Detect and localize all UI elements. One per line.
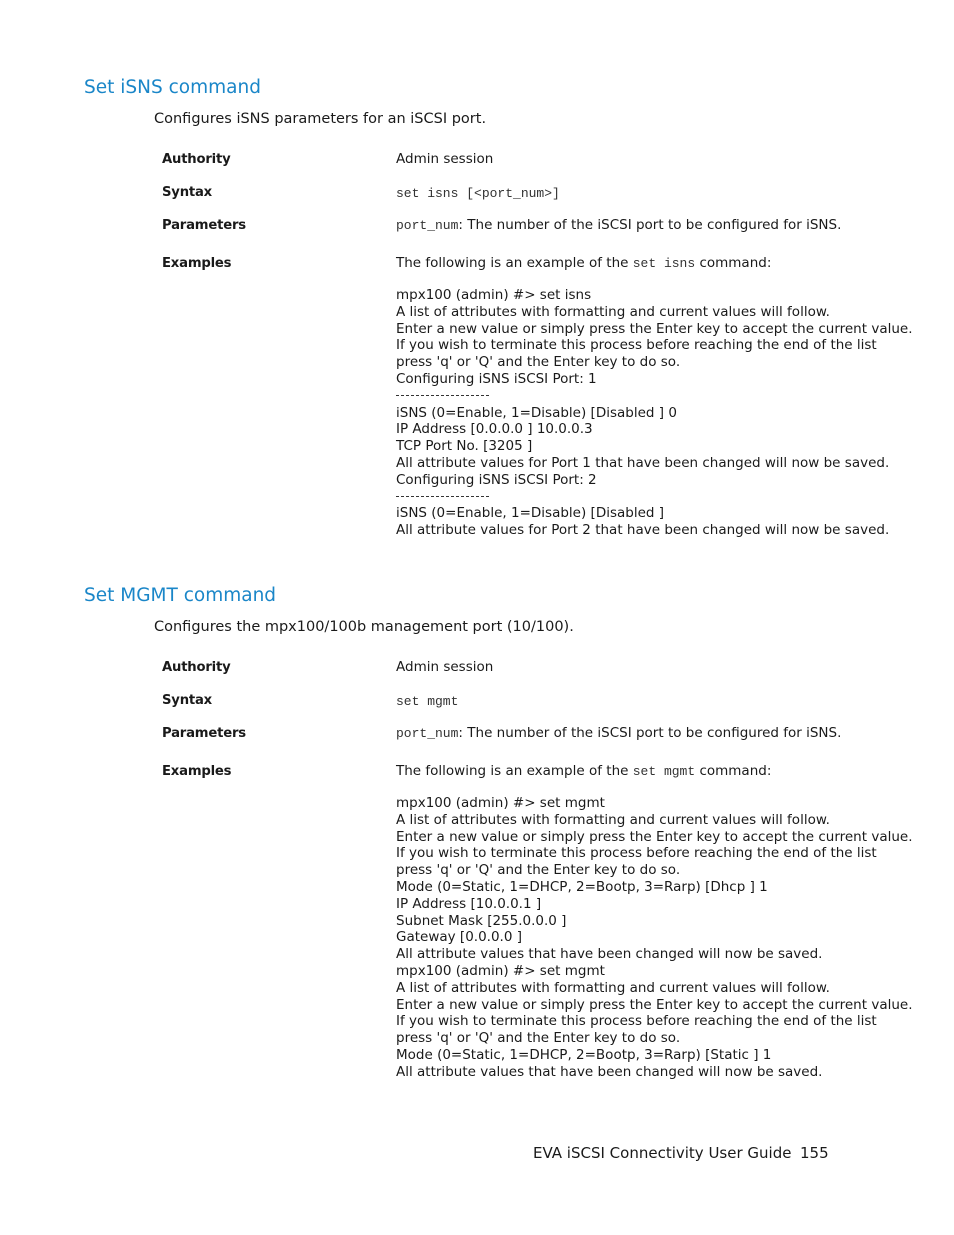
example-line: iSNS (0=Enable, 1=Disable) [Disabled ]: [396, 505, 665, 522]
example-line: If you wish to terminate this process before reaching the end of the list: [396, 337, 877, 354]
isns-parameters-label: Parameters: [162, 218, 246, 233]
isns-intro: Configures iSNS parameters for an iSCSI port.: [154, 111, 487, 127]
example-line: A list of attributes with formatting and current values will follow.: [396, 811, 830, 828]
footer-title: EVA iSCSI Connectivity User Guide: [533, 1144, 792, 1162]
example-line: Configuring iSNS iSCSI Port: 1: [396, 370, 597, 387]
example-line: All attribute values for Port 1 that have been changed will now be saved.: [396, 454, 890, 471]
example-line: Gateway [0.0.0.0 ]: [396, 929, 522, 946]
mgmt-param-code: port_num: [396, 726, 459, 741]
example-line: press 'q' or 'Q' and the Enter key to do so.: [396, 354, 681, 371]
example-line: All attribute values that have been changed will now be saved.: [396, 1063, 823, 1080]
example-line: mpx100 (admin) #> set mgmt: [396, 795, 605, 811]
isns-syntax-label: Syntax: [162, 185, 212, 200]
mgmt-example-post: command:: [695, 763, 772, 779]
isns-example-block: [396, 287, 913, 539]
example-separator: [396, 388, 913, 405]
section-heading-isns: Set iSNS command: [84, 77, 261, 98]
mgmt-param-text: : The number of the iSCSI port to be configured for iSNS.: [458, 725, 842, 741]
isns-authority-label: Authority: [162, 152, 231, 167]
mgmt-examples-intro: [396, 763, 771, 780]
mgmt-intro: Configures the mpx100/100b management port (10/100).: [154, 619, 574, 635]
isns-syntax-value: set isns [<port_num>]: [396, 186, 560, 201]
mgmt-authority-value: Admin session: [396, 659, 494, 675]
example-line: Configuring iSNS iSCSI Port: 2: [396, 471, 597, 488]
mgmt-example-pre: The following is an example of the: [396, 763, 633, 779]
example-line: Enter a new value or simply press the Enter key to accept the current value.: [396, 996, 913, 1013]
example-line: press 'q' or 'Q' and the Enter key to do so.: [396, 1030, 681, 1047]
isns-authority-value: Admin session: [396, 151, 494, 167]
example-line: IP Address [0.0.0.0 ] 10.0.0.3: [396, 421, 593, 438]
isns-example-post: command:: [695, 255, 772, 271]
mgmt-example-block: [396, 795, 913, 1081]
mgmt-parameters-label: Parameters: [162, 726, 246, 741]
isns-examples-intro: [396, 255, 771, 272]
isns-param-code: port_num: [396, 218, 459, 233]
page-footer: [533, 1144, 829, 1162]
example-line: A list of attributes with formatting and current values will follow.: [396, 979, 830, 996]
page-number: 155: [800, 1144, 829, 1162]
mgmt-examples-label: Examples: [162, 764, 232, 779]
example-line: Enter a new value or simply press the Enter key to accept the current value.: [396, 320, 913, 337]
mgmt-example-code: set mgmt: [632, 764, 696, 779]
example-line: Enter a new value or simply press the Enter key to accept the current value.: [396, 828, 913, 845]
isns-examples-label: Examples: [162, 256, 232, 271]
example-line: iSNS (0=Enable, 1=Disable) [Disabled ] 0: [396, 404, 677, 421]
example-line: press 'q' or 'Q' and the Enter key to do so.: [396, 862, 681, 879]
mgmt-syntax-value: set mgmt: [396, 694, 459, 709]
example-line: All attribute values for Port 2 that have been changed will now be saved.: [396, 522, 890, 539]
example-line: Mode (0=Static, 1=DHCP, 2=Bootp, 3=Rarp) [Static ] 1: [396, 1046, 772, 1063]
example-line: TCP Port No. [3205 ]: [396, 438, 533, 455]
example-line: A list of attributes with formatting and current values will follow.: [396, 303, 830, 320]
section-heading-mgmt: Set MGMT command: [84, 585, 277, 606]
example-line: mpx100 (admin) #> set isns: [396, 287, 592, 303]
example-line: mpx100 (admin) #> set mgmt: [396, 962, 605, 979]
mgmt-parameters-value: [396, 725, 841, 742]
example-line: If you wish to terminate this process before reaching the end of the list: [396, 845, 877, 862]
mgmt-authority-label: Authority: [162, 660, 231, 675]
example-line: Subnet Mask [255.0.0.0 ]: [396, 912, 567, 929]
example-line: All attribute values that have been changed will now be saved.: [396, 946, 823, 963]
isns-example-pre: The following is an example of the: [396, 255, 633, 271]
isns-parameters-value: [396, 217, 841, 234]
mgmt-syntax-label: Syntax: [162, 693, 212, 708]
isns-param-text: : The number of the iSCSI port to be configured for iSNS.: [458, 217, 842, 233]
isns-example-code: set isns: [632, 256, 696, 271]
example-line: If you wish to terminate this process before reaching the end of the list: [396, 1013, 877, 1030]
example-line: IP Address [10.0.0.1 ]: [396, 895, 542, 912]
example-separator: [396, 489, 913, 506]
example-line: Mode (0=Static, 1=DHCP, 2=Bootp, 3=Rarp) [Dhcp ] 1: [396, 878, 768, 895]
